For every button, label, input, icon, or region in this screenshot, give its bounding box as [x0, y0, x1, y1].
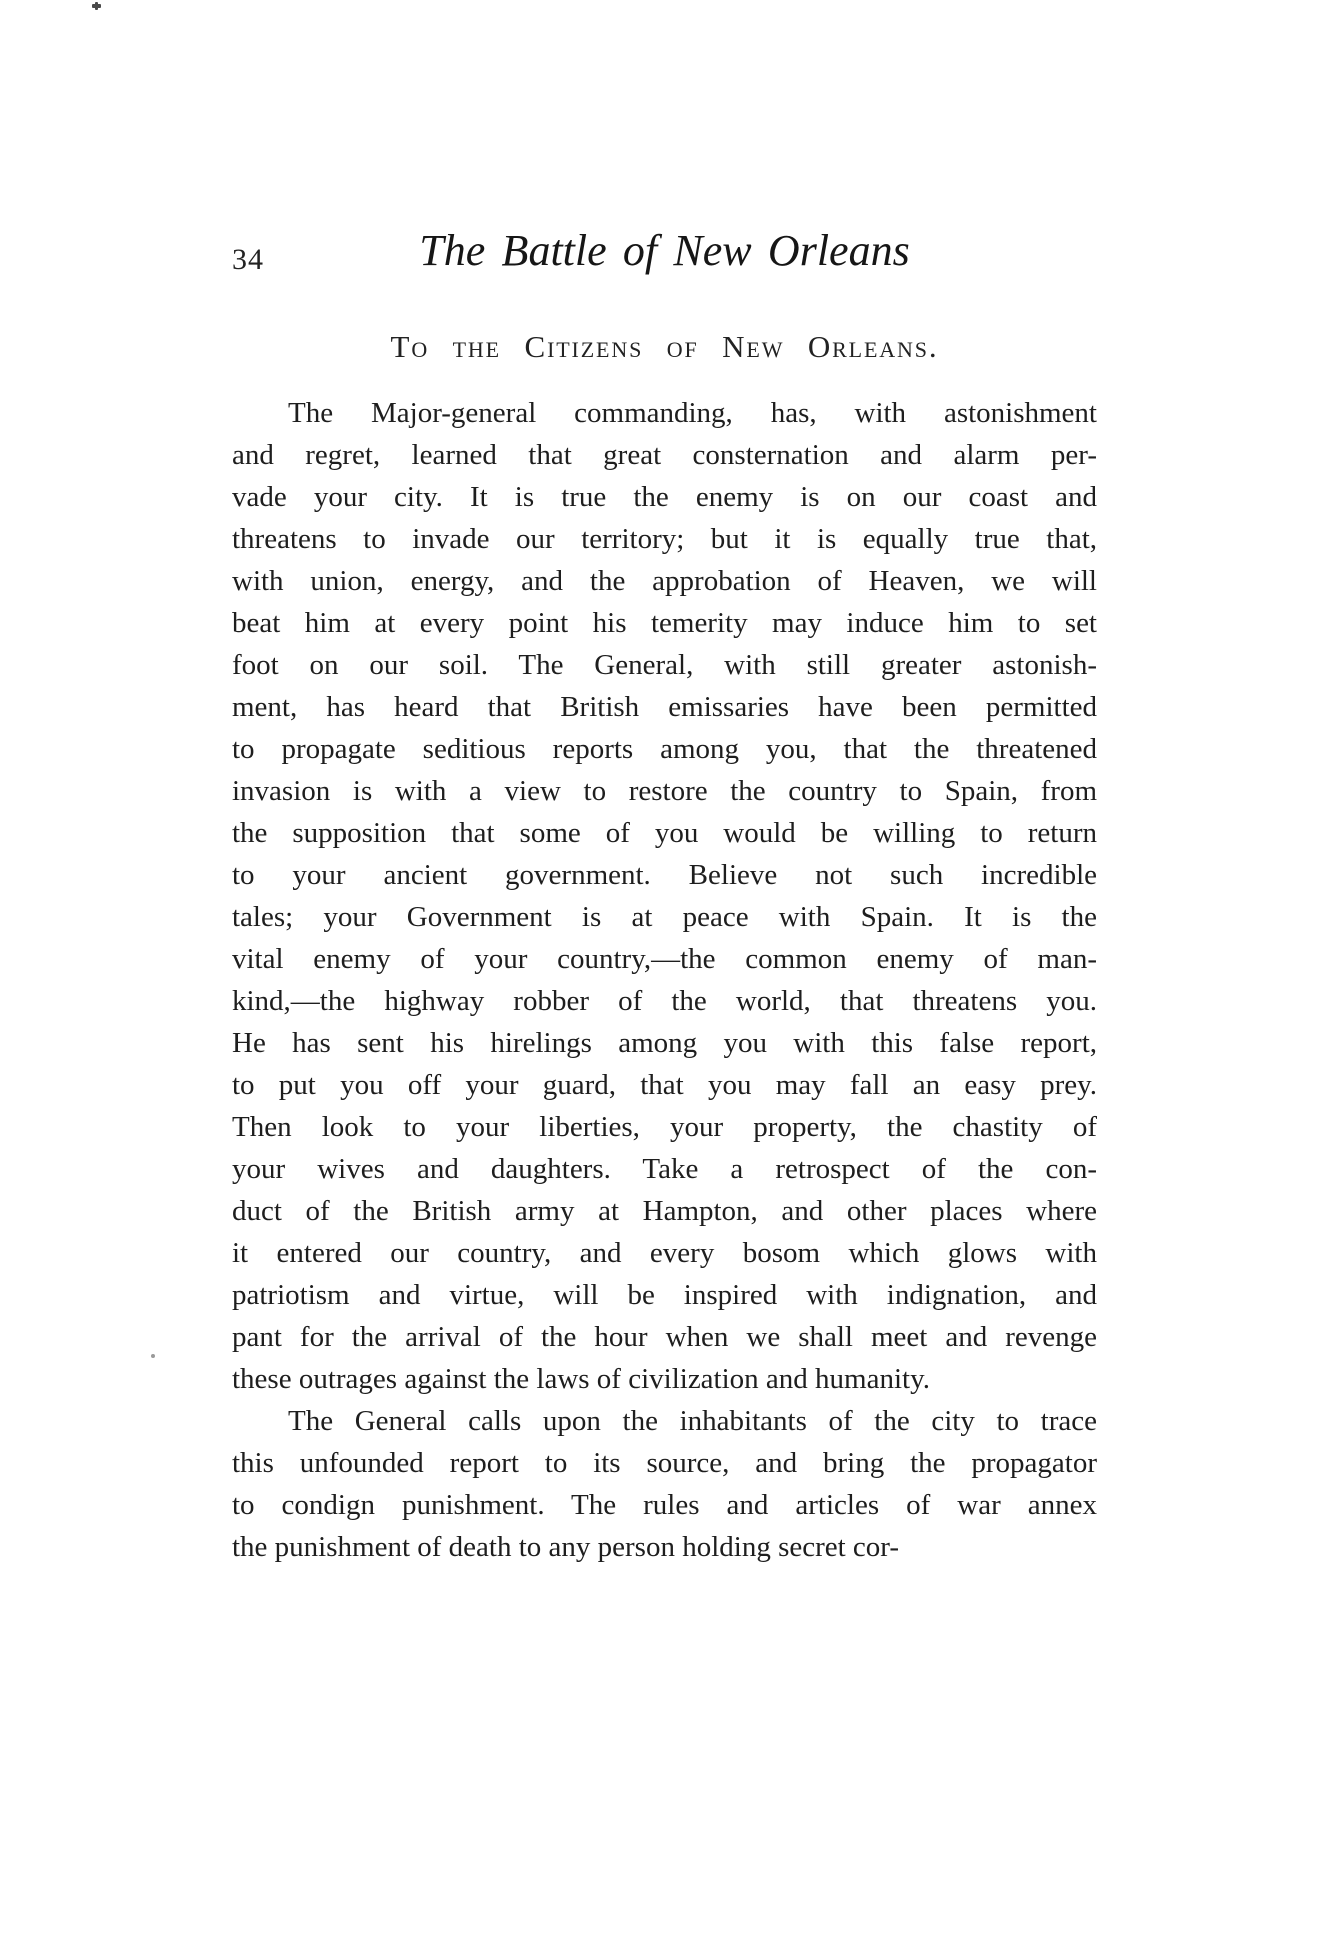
text-line: to propagate seditious reports among you, that the threatened: [232, 733, 1097, 765]
body-text: [232, 392, 1097, 1568]
text-line: to condign punishment. The rules and articles of war annex: [232, 1489, 1097, 1521]
text-line: foot on our soil. The General, with still greater astonish-: [232, 649, 1097, 681]
text-line: to put you off your guard, that you may fall an easy prey.: [232, 1069, 1097, 1101]
section-heading: To the Citizens of New Orleans.: [390, 329, 939, 364]
scan-artifact-mark: [92, 4, 101, 8]
text-line: threatens to invade our territory; but it is equally true that,: [232, 523, 1097, 555]
text-line: Then look to your liberties, your property, the chastity of: [232, 1111, 1097, 1143]
text-line: it entered our country, and every bosom which glows with: [232, 1237, 1097, 1269]
text-line: these outrages against the laws of civilization and humanity.: [232, 1363, 930, 1395]
text-line: with union, energy, and the approbation of Heaven, we will: [232, 565, 1097, 597]
text-line: vital enemy of your country,—the common enemy of man-: [232, 943, 1097, 975]
text-line: the supposition that some of you would be willing to return: [232, 817, 1097, 849]
text-line: to your ancient government. Believe not such incredible: [232, 859, 1097, 891]
text-line: ment, has heard that British emissaries have been permitted: [232, 691, 1097, 723]
text-line: invasion is with a view to restore the country to Spain, from: [232, 775, 1097, 807]
text-line: The Major-general commanding, has, with astonishment: [288, 397, 1097, 429]
text-line: patriotism and virtue, will be inspired with indignation, and: [232, 1279, 1097, 1311]
text-line: vade your city. It is true the enemy is on our coast and: [232, 481, 1097, 513]
text-line: The General calls upon the inhabitants of the city to trace: [288, 1405, 1097, 1437]
text-line: kind,—the highway robber of the world, that threatens you.: [232, 985, 1097, 1017]
text-line: duct of the British army at Hampton, and other places where: [232, 1195, 1097, 1227]
text-line: the punishment of death to any person holding secret cor-: [232, 1531, 900, 1563]
text-line: and regret, learned that great consternation and alarm per-: [232, 439, 1097, 471]
text-line: pant for the arrival of the hour when we shall meet and revenge: [232, 1321, 1097, 1353]
scan-artifact-dot: [151, 1354, 155, 1358]
page-number: 34: [232, 243, 264, 276]
text-line: your wives and daughters. Take a retrospect of the con-: [232, 1153, 1097, 1185]
text-line: beat him at every point his temerity may induce him to set: [232, 607, 1097, 639]
text-line: tales; your Government is at peace with Spain. It is the: [232, 901, 1097, 933]
text-line: this unfounded report to its source, and bring the propagator: [232, 1447, 1097, 1479]
text-line: He has sent his hirelings among you with this false report,: [232, 1027, 1097, 1059]
running-title: The Battle of New Orleans: [419, 226, 910, 275]
